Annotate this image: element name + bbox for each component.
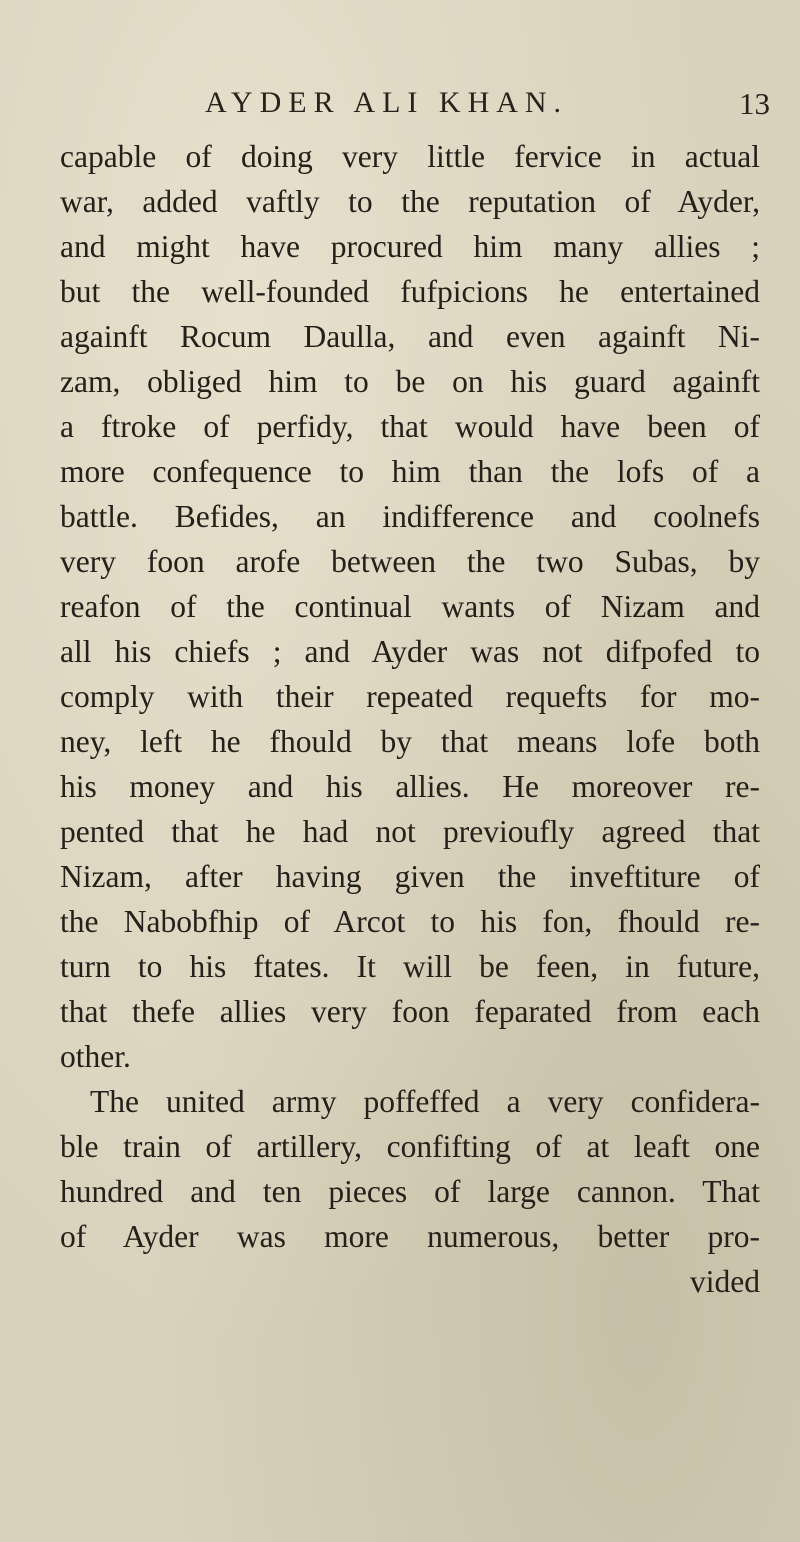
text-line: war, added vaftly to the reputation of Ayder, <box>60 184 760 219</box>
text-line: battle. Befides, an indifference and coolnefs <box>60 499 760 534</box>
text-line: hundred and ten pieces of large cannon. That <box>60 1174 760 1209</box>
text-line: that thefe allies very foon feparated from each <box>60 994 760 1029</box>
text-line: more confequence to him than the lofs of a <box>60 454 760 489</box>
running-title: AYDER ALI KHAN. <box>205 86 569 119</box>
text-line: all his chiefs ; and Ayder was not difpofed to <box>60 634 760 669</box>
page-number: 13 <box>739 86 770 121</box>
text-line: reafon of the continual wants of Nizam and <box>60 589 760 624</box>
text-line: and might have procured him many allies ; <box>60 229 760 264</box>
text-line: his money and his allies. He moreover re- <box>60 769 760 804</box>
text-line: zam, obliged him to be on his guard againft <box>60 364 760 399</box>
text-line: againft Rocum Daulla, and even againft Ni- <box>60 319 760 354</box>
running-head <box>60 86 800 126</box>
text-line: turn to his ftates. It will be feen, in future, <box>60 949 760 984</box>
text-line: of Ayder was more numerous, better pro- <box>60 1219 760 1254</box>
text-line: other. <box>60 1039 131 1074</box>
text-line: a ftroke of perfidy, that would have been of <box>60 409 760 444</box>
text-line: very foon arofe between the two Subas, by <box>60 544 760 579</box>
text-line: ney, left he fhould by that means lofe both <box>60 724 760 759</box>
text-line: pented that he had not previoufly agreed that <box>60 814 760 849</box>
text-line: Nizam, after having given the inveftiture of <box>60 859 760 894</box>
catchword: vided <box>690 1264 760 1299</box>
text-line: The united army poffeffed a very confidera- <box>90 1084 760 1119</box>
text-line: but the well-founded fufpicions he entertained <box>60 274 760 309</box>
text-line: capable of doing very little fervice in actual <box>60 139 760 174</box>
text-line: comply with their repeated requefts for mo- <box>60 679 760 714</box>
body-text <box>60 134 760 1304</box>
text-line: the Nabobfhip of Arcot to his fon, fhould re- <box>60 904 760 939</box>
text-line: ble train of artillery, confifting of at leaft one <box>60 1129 760 1164</box>
